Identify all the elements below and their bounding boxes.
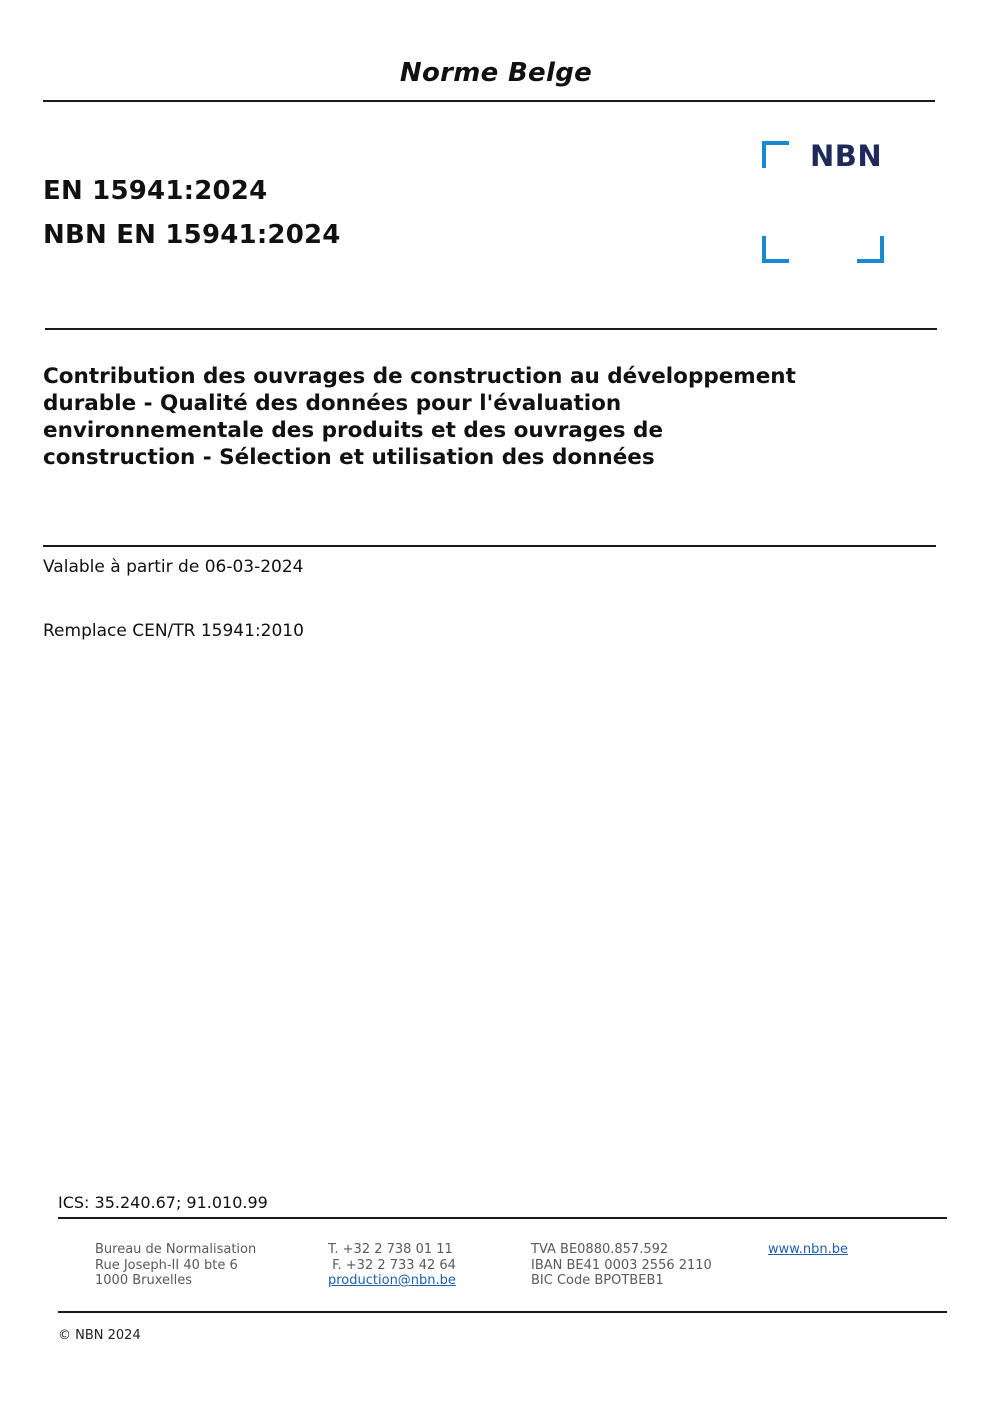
ics-codes: ICS: 35.240.67; 91.010.99: [58, 1193, 268, 1212]
title-line: Contribution des ouvrages de construction au développement: [43, 364, 796, 389]
footer-bottom-divider: [58, 1311, 947, 1313]
logo-corner-bottom-right: [857, 236, 884, 263]
title-line: environnementale des produits et des ouvrages de: [43, 418, 664, 443]
validity-date: Valable à partir de 06-03-2024: [43, 557, 304, 577]
phone-number: T. +32 2 738 01 11: [328, 1242, 453, 1257]
header-divider: [43, 100, 935, 102]
address-line: Bureau de Normalisation: [95, 1242, 257, 1257]
address-line: Rue Joseph-II 40 bte 6: [95, 1257, 238, 1273]
title-line: durable - Qualité des données pour l'évaluation: [43, 391, 622, 416]
logo-text: NBN: [810, 139, 883, 173]
replaces-standard: Remplace CEN/TR 15941:2010: [43, 621, 304, 641]
address-line: 1000 Bruxelles: [95, 1273, 193, 1288]
logo-corner-bottom-left: [762, 236, 789, 263]
title-line: construction - Sélection et utilisation des données: [43, 445, 655, 470]
logo-corner-top-left: [762, 141, 789, 168]
copyright-notice: © NBN 2024: [58, 1328, 141, 1343]
fax-number: F. +32 2 733 42 64: [328, 1257, 456, 1273]
vat-number: TVA BE0880.857.592: [531, 1242, 669, 1257]
footer-web: [768, 1242, 848, 1258]
nbn-logo: [762, 141, 884, 263]
iban-number: IBAN BE41 0003 2556 2110: [531, 1257, 712, 1273]
footer-address: [95, 1242, 256, 1289]
page-header-title: Norme Belge: [399, 58, 593, 88]
title-divider: [43, 545, 936, 547]
document-title: [43, 363, 923, 471]
footer-banking: [531, 1242, 712, 1289]
footer-top-divider: [58, 1217, 947, 1219]
website-link[interactable]: www.nbn.be: [768, 1242, 848, 1257]
standard-nbn-code: NBN EN 15941:2024: [43, 220, 341, 250]
footer-contact: [328, 1242, 456, 1289]
bic-code: BIC Code BPOTBEB1: [531, 1273, 664, 1288]
email-link[interactable]: production@nbn.be: [328, 1273, 456, 1288]
codes-divider: [45, 328, 937, 330]
standard-en-code: EN 15941:2024: [43, 176, 268, 206]
